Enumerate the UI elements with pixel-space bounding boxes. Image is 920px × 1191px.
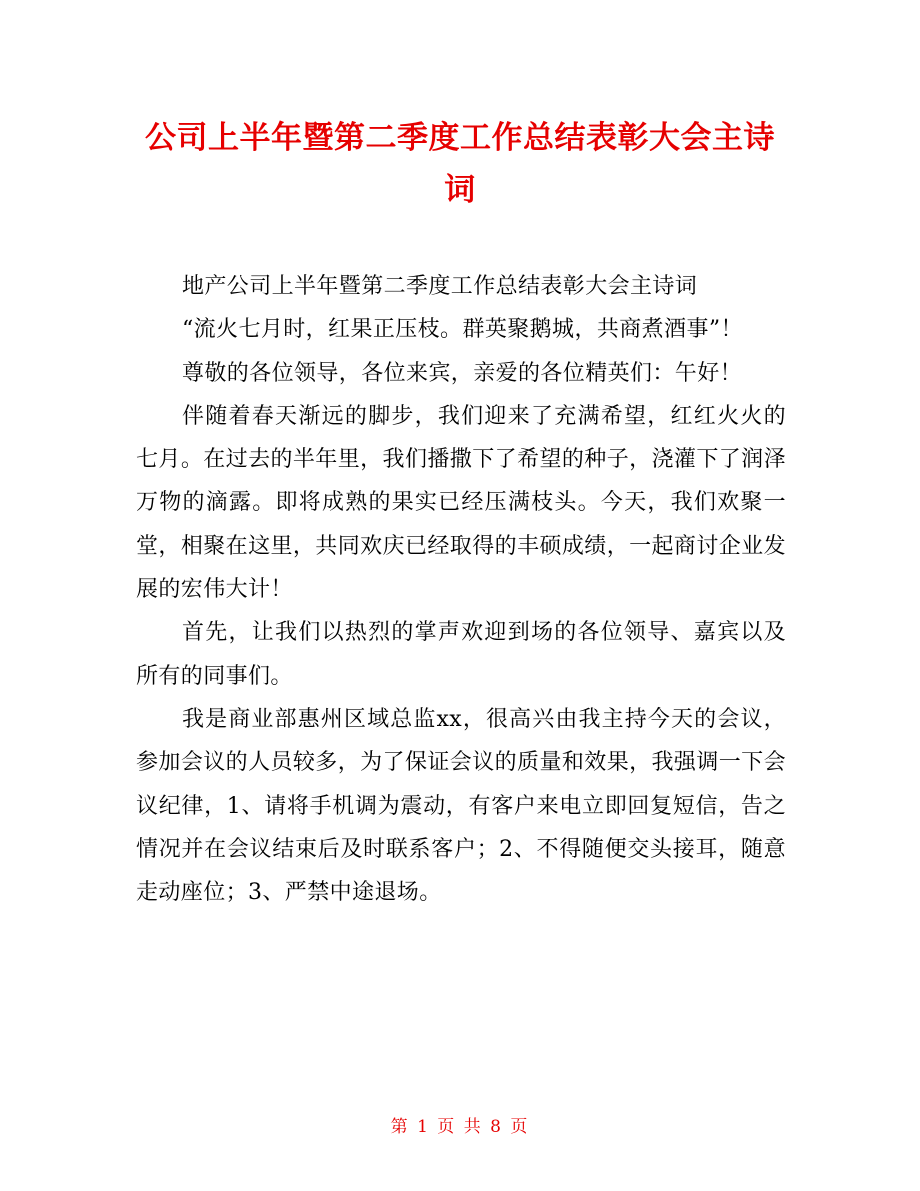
footer-suffix: 页 (510, 1117, 530, 1137)
paragraph-subtitle: 地产公司上半年暨第二季度工作总结表彰大会主诗词 (182, 274, 698, 299)
paragraph-poem: “流火七月时，红果正压枝。群英聚鹅城，共商煮酒事”！ (182, 317, 743, 343)
document-body (136, 265, 786, 914)
paragraph-welcome: 首先，让我们以热烈的掌声欢迎到场的各位领导、嘉宾以及所有的同事们。 (136, 620, 786, 689)
page-footer (0, 1112, 920, 1137)
footer-page-number: 1 (417, 1117, 430, 1137)
document-title: 公司上半年暨第二季度工作总结表彰大会主诗词 (145, 120, 775, 208)
paragraph-discipline: 我是商业部惠州区域总监xx，很高兴由我主持今天的会议，参加会议的人员较多，为了保证会议的质量和效果，我强调一下会议纪律，1、请将手机调为震动，有客户来电立即回复短信，告之情况并在会议结束后及时联系客户；2、不得随便交头接耳，随意走动座位；3、严禁中途退场。 (136, 706, 786, 906)
paragraph-opening: 伴随着春天渐远的脚步，我们迎来了充满希望，红红火火的七月。在过去的半年里，我们播撒下了希望的种子，浇灌下了润泽万物的滴露。即将成熟的果实已经压满枝头。今天，我们欢聚一堂，相聚在这里，共同欢庆已经取得的丰硕成绩，一起商讨企业发展的宏伟大计！ (136, 403, 786, 603)
footer-total-pages: 8 (490, 1117, 503, 1137)
footer-prefix: 第 (390, 1117, 410, 1137)
footer-middle: 页 共 (437, 1117, 483, 1137)
paragraph-greeting: 尊敬的各位领导，各位来宾，亲爱的各位精英们：午好！ (182, 360, 743, 386)
